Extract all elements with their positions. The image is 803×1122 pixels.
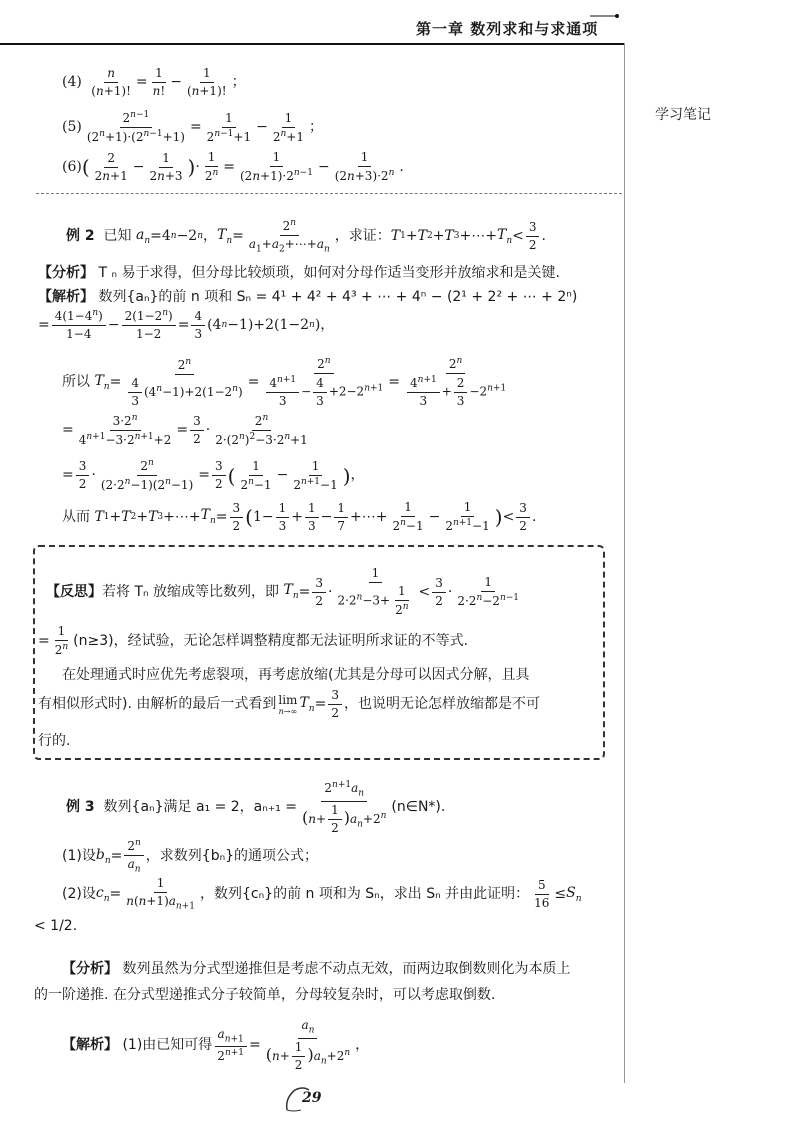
solution-step-1: = $\frac{4(1-4^n)}{1-4}$ − $\frac{2(1-2^n)}{1-2}$ = $\frac{4}{3}$ (4 n −1)+2(1−2 n )， (38, 308, 335, 341)
reflection-line-5: 行的. (38, 733, 71, 749)
example-3-part-2: (2)设 $c_n$ = $\frac{1}{n(n+1)a_{n+1}}$ ，数列{cₙ}的前 n 项和为 Sₙ，求出 Sₙ 并由此证明： $\frac{5}{16}$ ≤ $S_n$ (62, 876, 582, 912)
reflection-line-3: 在处理通式时应优先考虑裂项，再考虑放缩(尤其是分母可以因式分解，且具 (62, 667, 530, 683)
example-3-label: 例 3 (66, 799, 95, 816)
formula-5-label: (5) (62, 119, 82, 136)
page-number: 29 (302, 1090, 322, 1106)
solution-step-4: = $\frac{3}{2}$ · $\frac{2^n}{(2\cdot 2^n-1)(2^n-1)}$ = $\frac{3}{2}$ ( $\frac{1}{2^n-1}$ − $\frac{1}{2^{n+1}-1}$ ) ， (62, 458, 365, 492)
header-arrow-decoration (590, 12, 620, 20)
formula-5: (5) $\frac{2^{n-1}}{(2^n+1)\cdot(2^{n-1}+1)}$ = $\frac{1}{2^{n-1}+1}$ − $\frac{1}{2^n+1}$ ； (62, 110, 323, 144)
formula-6: (6) ( $\frac{2}{2n+1}$ − $\frac{1}{2n+3}$ ) · $\frac{1}{2^n}$ = $\frac{1}{(2n+1)\cdot 2^{n-1}}$ − $\frac{1}{(2n+3)\cdot 2^n}$ . (62, 150, 404, 183)
example-3-part-1: (1)设 $b_n$ = $\frac{2^n}{a_n}$ ，求数列{bₙ}的通项公式； (62, 838, 319, 875)
reflection-line-4: 有相似形式时). 由解析的最后一式看到 lim n→∞ $T_n$ = $\frac{3}{2}$ ，也说明无论怎样放缩都是不可 (38, 688, 540, 720)
reflection-text-2: (n≥3)，经试验，无论怎样调整精度都无法证明所求证的不等式. (73, 632, 469, 649)
solution-label-3: 【解析】 (62, 1036, 118, 1053)
section-divider (36, 193, 622, 194)
solution-step-2: 所以 $T_n$ = 2$^n$ $\frac{4}{3}$ $(4^n-1)+2(1-2^n)$ = 2$^n$ $\frac{4^{n+1}}{3}$ − $\frac{4}{3}$ $+2-2^{n+1}$ = 2$^n$ $\frac{4^{n+1}}{3}$ + $\frac{2}{3}$ $-2^{n+1}$ (62, 356, 507, 408)
reflection-label: 【反思】 (46, 583, 102, 600)
part-1-text: ，求数列{bₙ}的通项公式； (145, 848, 319, 865)
example-3-statement: 例 3 数列{aₙ}满足 a₁ = 2，aₙ₊₁ = $2^{n+1}a_n$ (n+ $\frac{1}{2}$ )$a_n+2^n$ (n∈N*). (66, 780, 446, 835)
example-3-solution: 【解析】 (1)由已知可得 $\frac{a_{n+1}}{2^{n+1}}$ = $a_n$ (n+ $\frac{1}{2}$ )$a_n+2^n$ ， (62, 1018, 370, 1072)
solution-text-3: (1)由已知可得 (122, 1036, 213, 1053)
analysis-label: 【分析】 (38, 265, 94, 281)
example-2-statement: 例 2 已知 $a_n$ =4 n −2 n ， $T_n$ = $\frac{2^n}{a_1+a_2+\cdots+a_n}$ ， 求证： T 1 + T 2 + T 3 +⋯+ $T_n$ < $\frac{3}{2}$ . (66, 218, 546, 255)
analysis-text: T ₙ 易于求得，但分母比较烦琐，如何对分母作适当变形并放缩求和是关键. (98, 265, 560, 281)
formula-4-label: (4) (62, 74, 82, 91)
analysis-text-3a: 数列虽然为分式型递推但是考虑不动点无效，而两边取倒数则化为本质上 (122, 961, 571, 977)
so-text: 所以 (62, 374, 90, 391)
example-2-solution (38, 286, 577, 306)
example-3-tail: (n∈N*). (391, 799, 446, 816)
reflection-text-4b: ，也说明无论怎样放缩都是不可 (343, 696, 540, 713)
solution-conclusion: 从而 T 1 + T 2 + T 3 +⋯+ $T_n$ = $\frac{3}{2}$ ( 1− $\frac{1}{3}$ + $\frac{1}{3}$ − $\frac{1}{7}$ +⋯+ $\frac{1}{2^n-1}$ − $\frac{1}{2^{n+1}-1}$ ) < $\frac{3}{2}$ . (62, 500, 537, 533)
example-3-part-2-tail: < 1/2. (34, 918, 78, 934)
part-1-prefix: (1)设 (62, 848, 96, 865)
analysis-label-3: 【分析】 (62, 961, 118, 977)
example-2-analysis (38, 262, 560, 282)
reflection-text-1: 若将 Tₙ 放缩成等比数列，即 (102, 583, 280, 600)
solution-text: 数列{aₙ}的前 n 项和 Sₙ = 4¹ + 4² + 4³ + ⋯ + 4ⁿ − (2¹ + 2² + ⋯ + 2ⁿ) (98, 289, 578, 305)
part-2-text: ，数列{cₙ}的前 n 项和为 Sₙ，求出 Sₙ 并由此证明： (199, 885, 530, 902)
reflection-line-2: = $\frac{1}{2^n}$ (n≥3)，经试验，无论怎样调整精度都无法证明所求证的不等式. (38, 624, 469, 657)
example-3-text: 数列{aₙ}满足 a₁ = 2，aₙ₊₁ = (103, 799, 298, 816)
example-3-analysis-line-2: 的一阶递推. 在分式型递推式分子较简单，分母较复杂时，可以考虑取倒数. (34, 987, 496, 1003)
chapter-title: 第一章 数列求和与求通项 (416, 20, 599, 38)
part-2-prefix: (2)设 (62, 885, 96, 902)
header-rule (0, 43, 624, 45)
example-2-text: 已知 (103, 228, 132, 245)
margin-note-title: 学习笔记 (655, 107, 711, 123)
solution-label: 【解析】 (38, 289, 94, 305)
solution-step-3: = $\frac{3\cdot 2^n}{4^{n+1}-3\cdot 2^{n+1}+2}$ = $\frac{3}{2}$ · $\frac{2^n}{2\cdot(2^n)^2-3\cdot 2^n+1}$ (62, 413, 308, 447)
example-2-label: 例 2 (66, 228, 95, 245)
prove-text: 求证： (348, 228, 391, 245)
margin-divider (624, 43, 625, 1083)
hence-text: 从而 (62, 508, 90, 525)
formula-4: (4) $\frac{n}{(n+1)!}$ = $\frac{1}{n!}$ − $\frac{1}{(n+1)!}$ ； (62, 66, 246, 98)
formula-6-label: (6) (62, 158, 82, 175)
reflection-text-4a: 有相似形式时). 由解析的最后一式看到 (38, 696, 277, 713)
example-3-analysis (62, 958, 570, 978)
reflection-line-1: 【反思】 若将 Tₙ 放缩成等比数列，即 $T_n$ = $\frac{3}{2}$ · 1 $2\cdot 2^n-3+$ $\frac{1}{2^n}$ < $\frac{3}{2}$ · $\frac{1}{2\cdot 2^n-2^{n-1}}$ (46, 566, 520, 617)
